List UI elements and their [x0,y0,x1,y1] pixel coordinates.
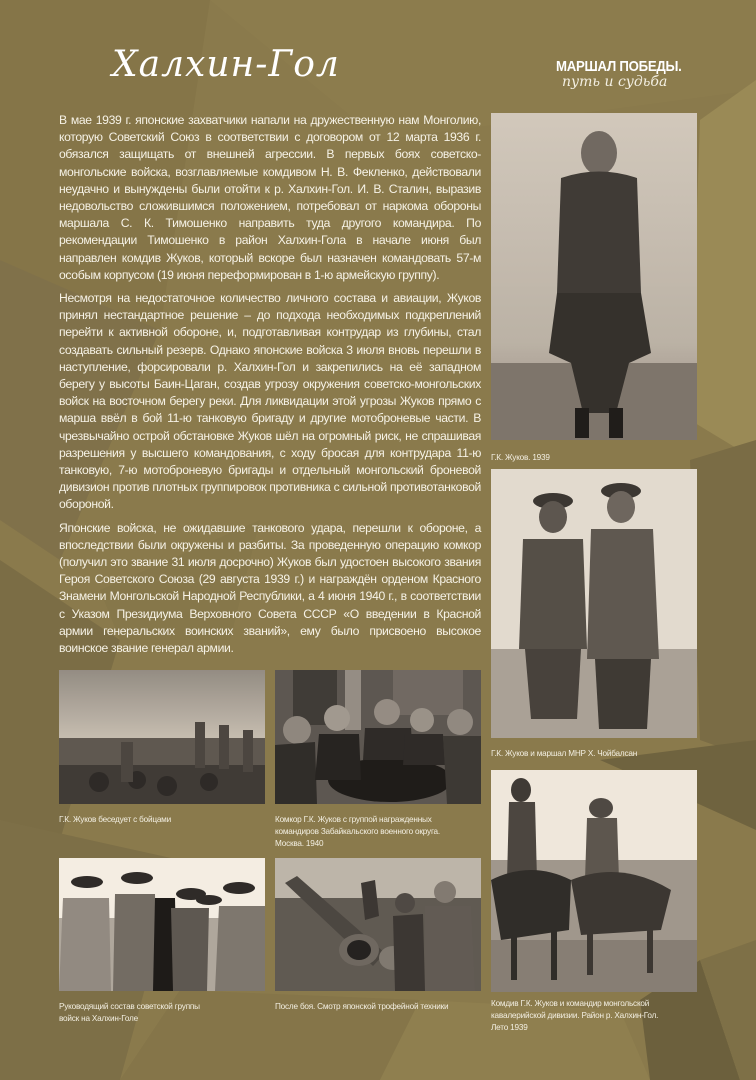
article-paragraph: Японские войска, не ожидавшие танкового удара, перешли к обороне, а впоследствии были окружены и разбиты. За проведенную операцию комкор (получил это звание 31 июля досрочно) Жуков был удостоен высокого звания Героя Советского Союза (29 августа 1939 г.) и награждён орденом Красного Знамени Монгольской Народной Республики, а 4 июня 1940 г., в соответствии с Указом Президиума Верховного Совета СССР «О введении в Красной армии генеральских воинских званий», ему было присвоено высокое воинское звание генерал армии. [59,520,481,656]
photo-zhukov-choibalsan [491,469,697,738]
article-paragraph: Несмотря на недостаточное количество личного состава и авиации, Жуков принял нестандартное решение – до подхода необходимых подкреплений перейти к активной обороне, и, подготавливая контрудар из глубины, стал создавать сильный резерв. Однако японские войска 3 июля вновь перешли в наступление, форсировали р. Халхин-Гол и закрепились на её западном берегу у высоты Баин-Цаган, создав угрозу окружения советско-монгольских войск на восточном берегу реки. Для ликвидации этой угрозы Жуков прямо с марша ввёл в бой 11-ю танковую бригаду и другие мотоброневые части. В чрезвычайно острой обстановке Жуков шёл на огромный риск, не спрашивая разрешения у высшего командования, с ходу бросая для контрудара 11-ю танковую, 7-ю мотоброневую бригады и отдельный монгольский броневой дивизион против плотных группировок противника с сильной противотанковой обороной. [59,291,481,512]
page-title: Халхин-Гол [112,44,340,85]
article-body [59,112,481,663]
photo-zhukov-cavalry [491,770,697,992]
photo-zhukov-1939 [491,113,697,440]
brand-main-title: МАРШАЛ ПОБЕДЫ. [556,58,682,75]
series-brand [556,58,699,90]
photo-caption: Г.К. Жуков. 1939 [491,453,550,462]
photo-zhukov-moscow-1940 [275,670,481,804]
photo-command-staff [59,858,265,991]
photo-caption: Комдив Г.К. Жуков и командир монгольской кавалерийской дивизии. Район р. Халхин-Гол. Лето 1939 [491,999,659,1032]
photo-caption: После боя. Смотр японской трофейной техники [275,1002,449,1011]
photo-caption: Г.К. Жуков беседует с бойцами [59,815,171,824]
photo-caption: Комкор Г.К. Жуков с группой награжденных командиров Забайкальского военного округа. Москва. 1940 [275,815,440,848]
photo-caption: Г.К. Жуков и маршал МНР Х. Чойбалсан [491,749,638,758]
photo-caption: Руководящий состав советской группы войск на Халхин-Голе [59,1002,200,1023]
article-paragraph: В мае 1939 г. японские захватчики напали на дружественную нам Монголию, которую Советский Союз в соответствии с договором от 12 марта 1936 г. обязался защищать от внешней агрессии. В первых боях советско-монгольские войска, возглавляемые комдивом Н. В. Фекленко, действовали неудачно и вынуждены были отойти к р. Халхин-Гол. И. В. Сталин, выразив недовольство сложившимся положением, потребовал от наркома обороны маршала С. К. Тимошенко направить туда другого командира. По рекомендации Тимошенко в район Халхин-Гола в начале июня был направлен комдив Жуков, который вскоре был назначен командовать 57-м особым корпусом (19 июня переформирован в 1-ю армейскую группу). [59,113,481,282]
brand-subtitle: путь и судьба [562,74,668,90]
photo-trophy-inspection [275,858,481,991]
photo-zhukov-soldiers [59,670,265,804]
